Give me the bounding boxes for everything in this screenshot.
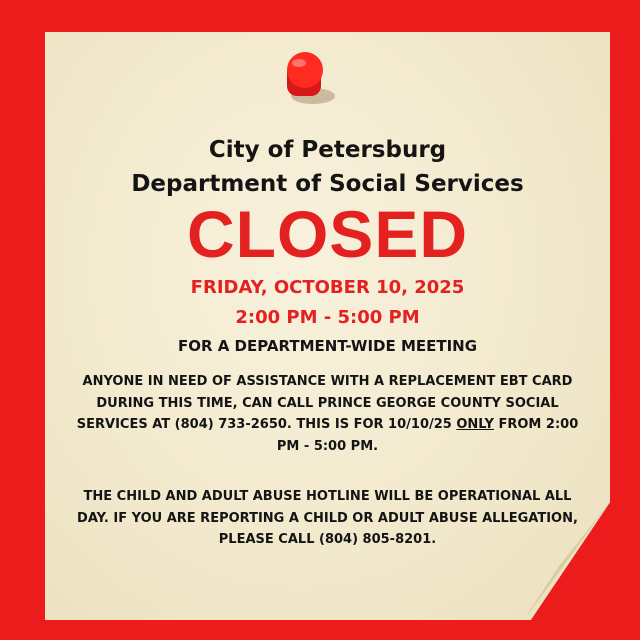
city-name: City of Petersburg (208, 137, 447, 163)
push-pin-icon (277, 48, 339, 110)
closure-reason: FOR A DEPARTMENT-WIDE MEETING (177, 337, 478, 355)
department-name: Department of Social Services (131, 171, 524, 197)
ebt-notice-emphasis: ONLY (456, 417, 494, 432)
ebt-notice-text-end: FROM 2:00 PM - 5:00 PM. (276, 417, 579, 454)
notice-header (45, 133, 610, 201)
hotline-notice: THE CHILD AND ADULT ABUSE HOTLINE WILL BE OPERATIONAL ALL DAY. IF YOU ARE REPORTING A CHILD OR ADULT ABUSE ALLEGATION, PLEASE CALL (804) 805-8201. (77, 489, 578, 547)
closed-title: CLOSED (186, 197, 469, 271)
closure-date: FRIDAY, OCTOBER 10, 2025 (190, 277, 465, 298)
ebt-notice-text: ANYONE IN NEED OF ASSISTANCE WITH A REPLACEMENT EBT CARD DURING THIS TIME, CAN CALL PRINCE GEORGE COUNTY SOCIAL SERVICES AT (804) 733-2650. THIS IS FOR 10/10/25 (76, 374, 573, 432)
ebt-notice (70, 371, 585, 457)
closure-schedule (45, 273, 610, 333)
closure-time: 2:00 PM - 5:00 PM (235, 307, 420, 328)
